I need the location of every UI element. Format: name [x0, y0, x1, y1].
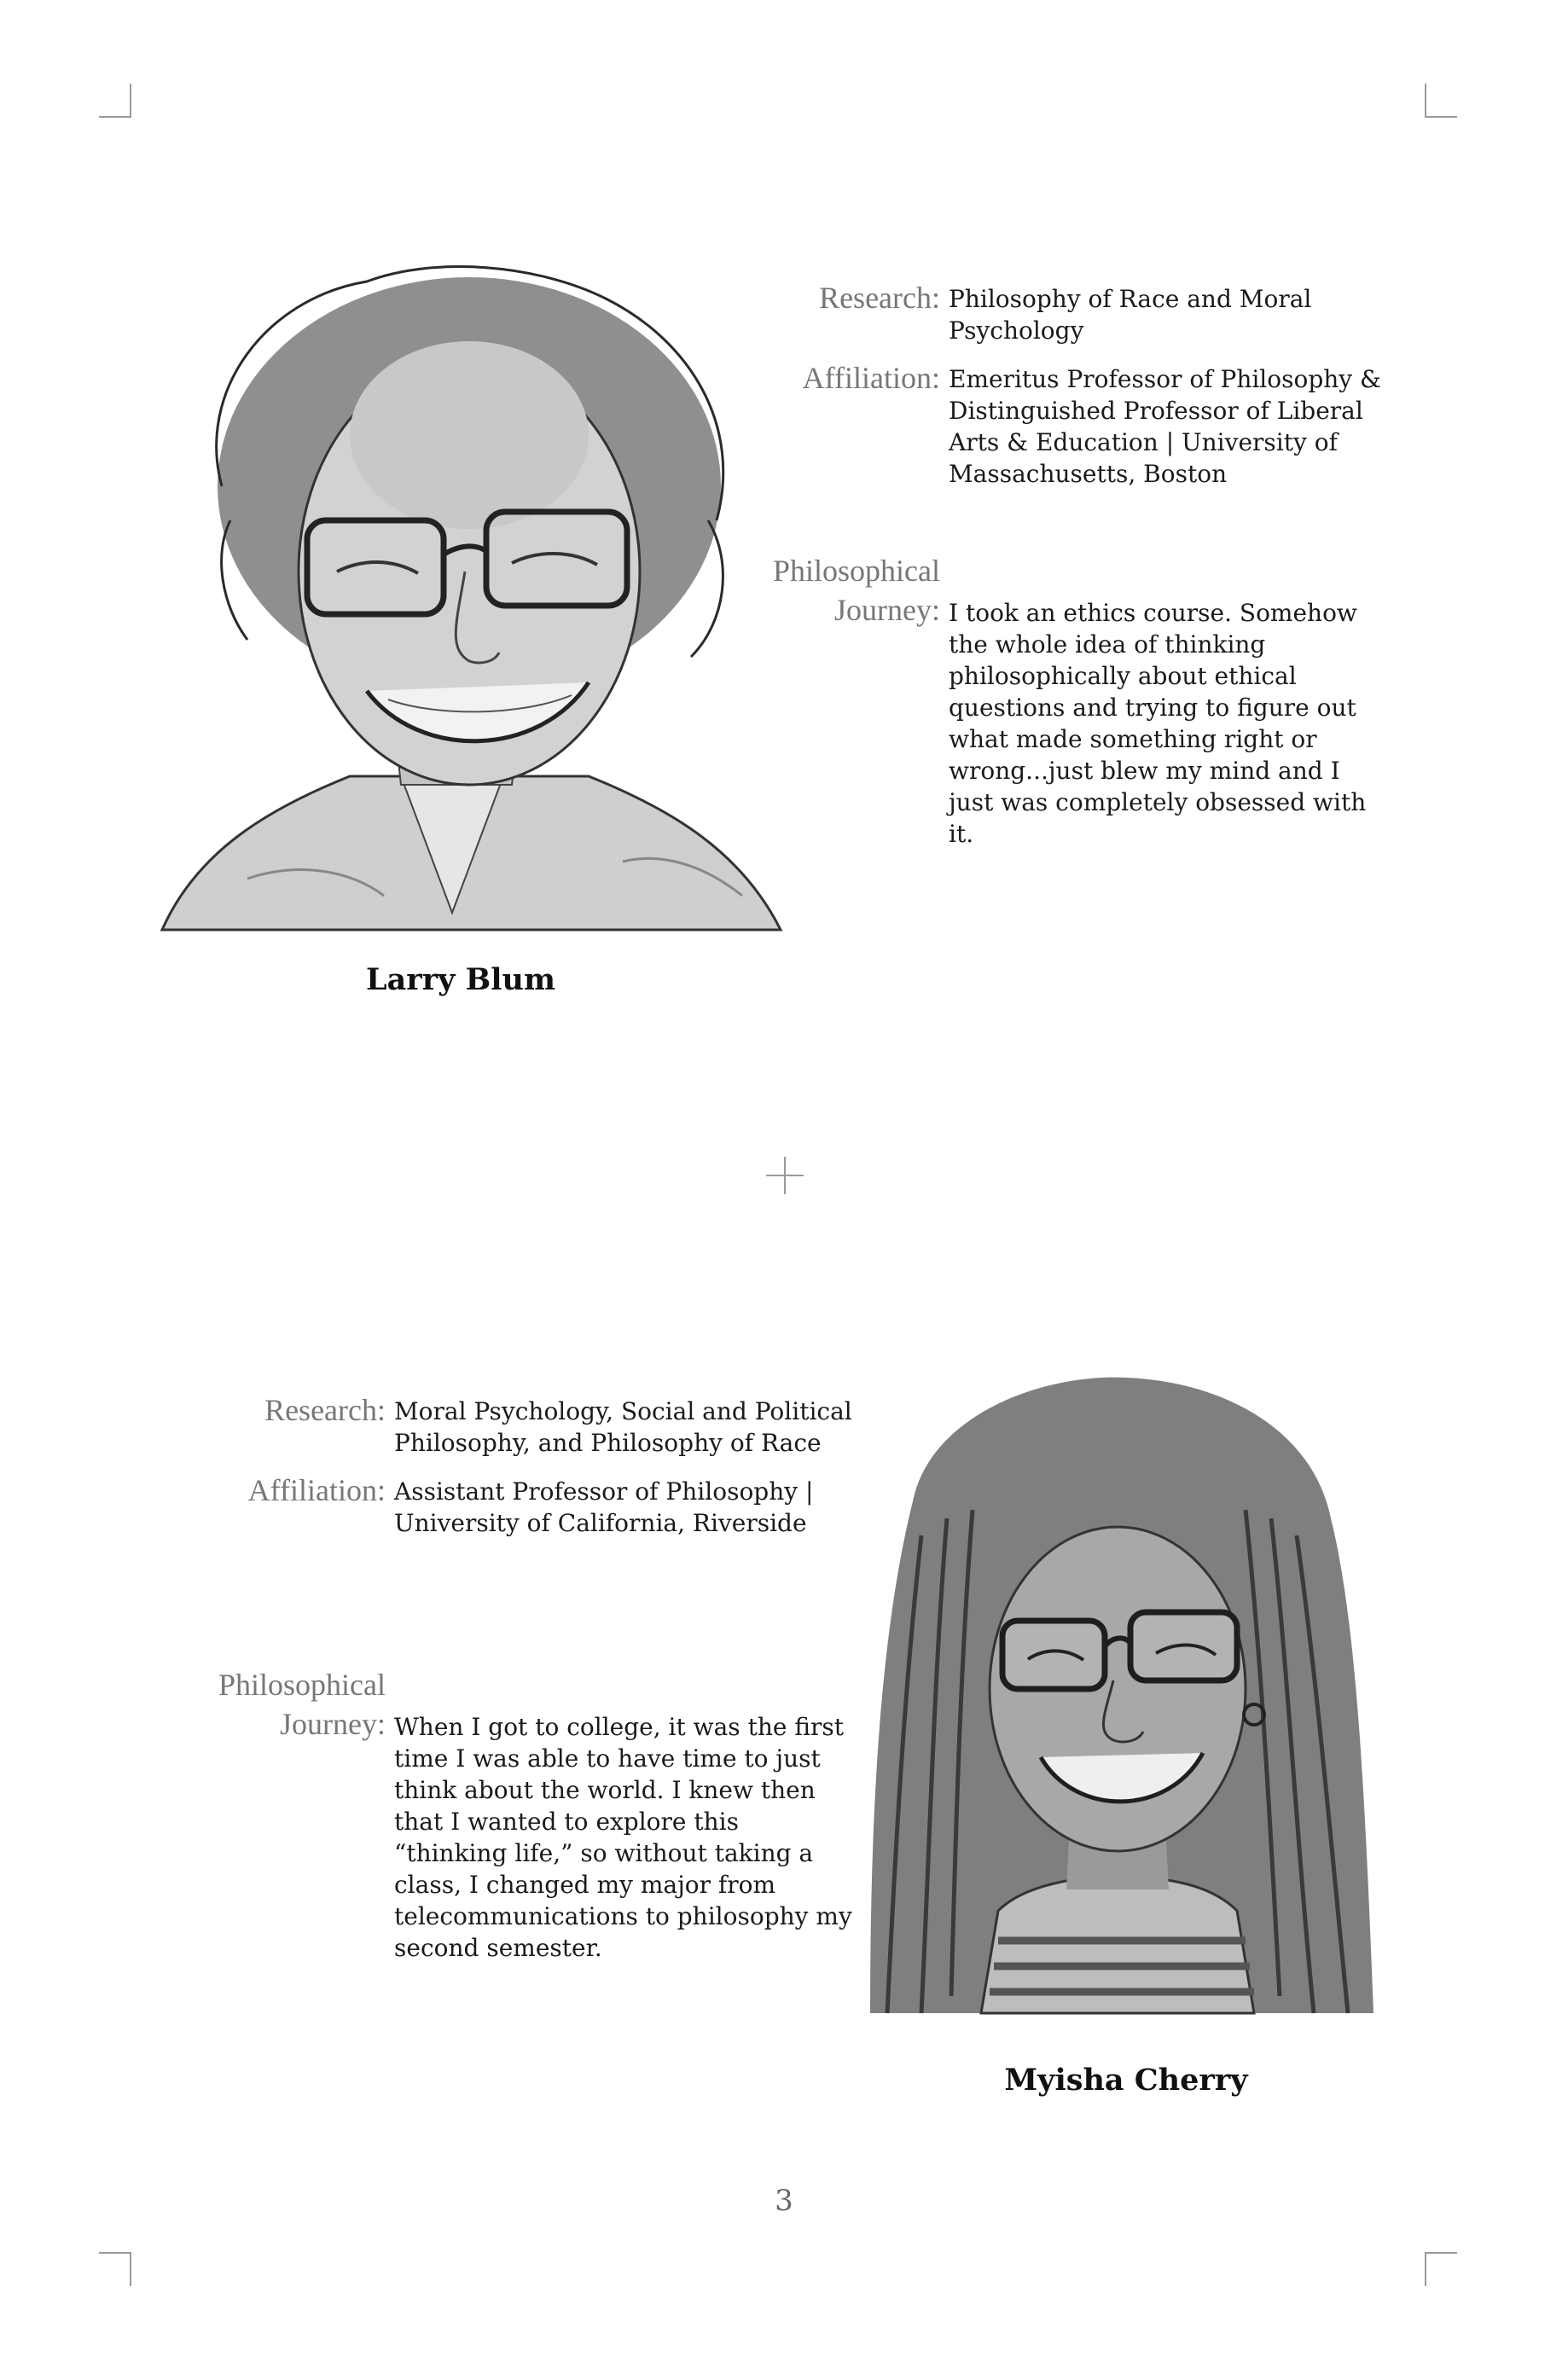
- research-label: Research:: [819, 281, 940, 315]
- affiliation-label: Affiliation:: [247, 1473, 386, 1507]
- affiliation-value: Emeritus Professor of Philosophy & Distinguished Professor of Liberal Arts & Education | University of Massachusetts, Boston: [949, 365, 1381, 488]
- journey-label-line1: Philosophical: [773, 554, 940, 588]
- affiliation-value: Assistant Professor of Philosophy | University of California, Riverside: [394, 1477, 814, 1537]
- research-value: Moral Psychology, Social and Political Philosophy, and Philosophy of Race: [394, 1397, 852, 1457]
- profile-name-larry-blum: Larry Blum: [365, 962, 556, 997]
- profile-name-myisha-cherry: Myisha Cherry: [1004, 2063, 1248, 2098]
- center-registration-mark: [766, 1157, 804, 1194]
- research-label: Research:: [264, 1393, 386, 1427]
- myisha-cherry-portrait: [853, 1365, 1382, 2064]
- journey-label-line2: Journey:: [280, 1707, 386, 1741]
- journey-value: When I got to college, it was the first time I was able to have time to just think about the world. I knew then that I wanted to explore this “thinking life,” so without taking a class, I changed my major from telecommunications to philosophy my second semester.: [394, 1713, 852, 1962]
- journey-label-line2: Journey:: [834, 593, 940, 627]
- affiliation-label: Affiliation:: [802, 361, 940, 395]
- journey-label-line1: Philosophical: [218, 1668, 386, 1702]
- page-number: 3: [775, 2184, 793, 2218]
- journey-value: I took an ethics course. Somehow the whole idea of thinking philosophically about ethical questions and trying to figure out what made something right or wrong...just blew my mind and I just was completely obsessed with it.: [949, 599, 1367, 848]
- research-value: Philosophy of Race and Moral Psychology: [949, 285, 1312, 345]
